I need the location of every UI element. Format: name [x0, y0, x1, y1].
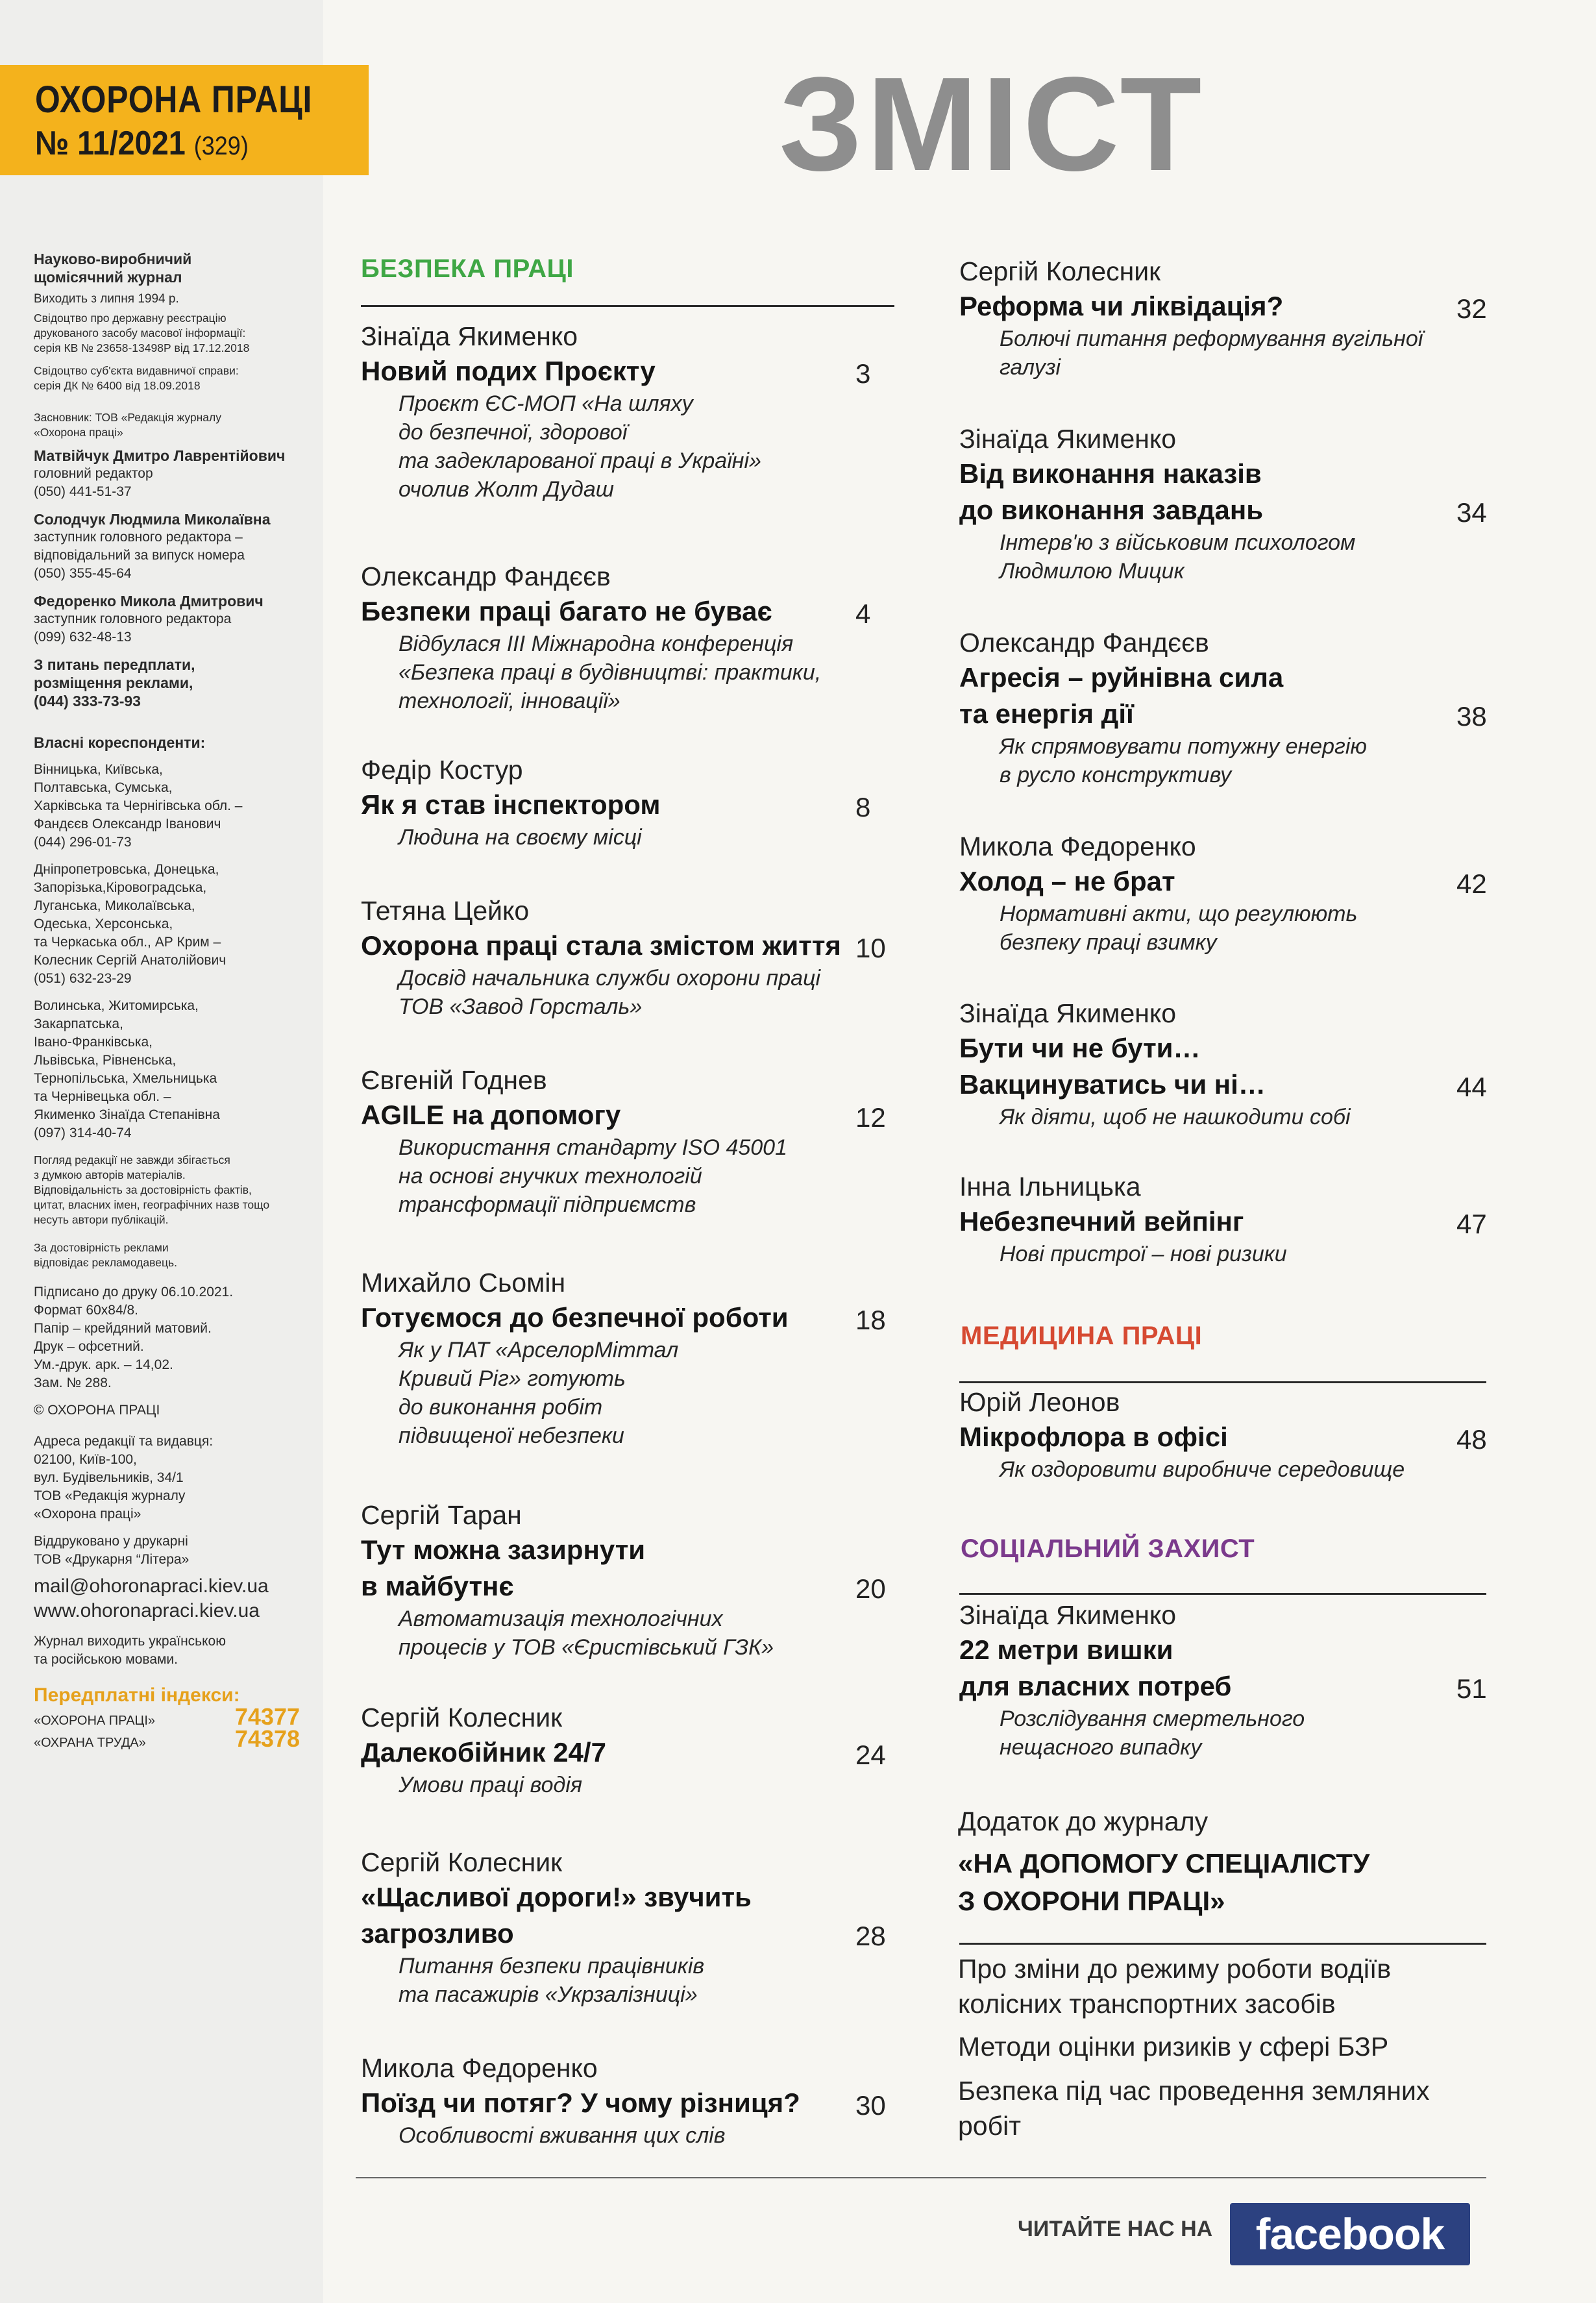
entry-subtitle: Як оздоровити виробниче середовище: [1000, 1457, 1405, 1482]
editor-name: Матвійчук Дмитро Лаврентійович: [34, 447, 286, 464]
languages-line: Журнал виходить українською: [34, 1634, 226, 1649]
journal-title: ОХОРОНА ПРАЦІ: [35, 79, 313, 121]
entry-subtitle: Проєкт ЄС-МОП «На шляху: [399, 391, 693, 416]
correspondents-group-3: [34, 997, 313, 1142]
corr2-line: (051) 632-23-29: [34, 971, 132, 986]
corr2-line: Одеська, Херсонська,: [34, 917, 173, 931]
entry-author: Зінаїда Якименко: [361, 321, 578, 351]
address-line: 02100, Київ-100,: [34, 1452, 137, 1467]
entry-author: Михайло Сьомін: [361, 1268, 566, 1298]
entry-subtitle: нещасного випадку: [1000, 1735, 1202, 1760]
section-rule: [361, 305, 894, 307]
entry-title[interactable]: та енергія дії: [959, 698, 1134, 729]
corr2-line: Запорізька,Кіровоградська,: [34, 880, 207, 895]
editorial-disclaimer: [34, 1153, 313, 1227]
languages-line: та російською мовами.: [34, 1652, 178, 1667]
entry-subtitle: процесів у ТОВ «Єристівський ГЗК»: [399, 1635, 774, 1660]
index-name: «ОХОРОНА ПРАЦІ»: [34, 1714, 156, 1728]
entry-title[interactable]: Поїзд чи потяг? У чому різниця?: [361, 2087, 800, 2118]
entry-title[interactable]: AGILE на допомогу: [361, 1100, 621, 1130]
colophon: [34, 250, 313, 1752]
entry-page-number[interactable]: 18: [855, 1305, 886, 1335]
print-info-line: Зам. № 288.: [34, 1375, 112, 1390]
corr1-line: (044) 296-01-73: [34, 835, 132, 850]
entry-author: Сергій Таран: [361, 1500, 522, 1530]
correspondents-group-1: [34, 761, 313, 852]
entry-title[interactable]: Новий подих Проєкту: [361, 356, 656, 386]
corr3-line: та Чернівецька обл. –: [34, 1089, 171, 1104]
entry-author: Олександр Фандєєв: [959, 628, 1209, 658]
entry-subtitle: ТОВ «Завод Горсталь»: [399, 994, 643, 1019]
entry-subtitle: до безпечної, здорової: [399, 420, 628, 445]
entry-author: Євгеній Годнев: [361, 1065, 547, 1095]
deputy1-role-1: заступник головного редактора –: [34, 530, 243, 545]
ads-disclaimer: [34, 1240, 313, 1270]
entry-author: Микола Федоренко: [959, 831, 1196, 861]
corr3-line: Івано-Франківська,: [34, 1035, 153, 1050]
entry-subtitle: безпеку праці взимку: [1000, 930, 1217, 955]
entry-title[interactable]: Охорона праці стала змістом життя: [361, 930, 841, 961]
publisher-cert-1: Свідоцтво суб'єкта видавничої справи:: [34, 364, 239, 377]
supplement-item-line: Безпека під час проведення земляних: [958, 2076, 1430, 2106]
entry-subtitle: в русло конструктиву: [1000, 763, 1232, 787]
disclaimer-line: несуть автори публікацій.: [34, 1213, 169, 1226]
registration-3: серія КВ № 23658-13498Р від 17.12.2018: [34, 341, 250, 354]
printer-line: ТОВ «Друкарня “Літера»: [34, 1552, 190, 1567]
entry-subtitle: та пасажирів «Укрзалізниці»: [399, 1982, 698, 2007]
disclaimer-line: Відповідальність за достовірність фактів,: [34, 1183, 252, 1196]
entry-page-number[interactable]: 4: [855, 598, 871, 629]
corr2-line: Луганська, Миколаївська,: [34, 898, 195, 913]
entry-title[interactable]: Бути чи не бути…: [959, 1033, 1201, 1063]
entry-page-number[interactable]: 20: [855, 1573, 886, 1604]
print-info: [34, 1283, 313, 1392]
entry-title[interactable]: Реформа чи ліквідація?: [959, 291, 1284, 321]
entry-subtitle: Особливості вживання цих слів: [399, 2123, 726, 2148]
page-title: ЗМІСТ: [779, 49, 1206, 199]
entry-page-number[interactable]: 10: [855, 933, 886, 963]
entry-page-number[interactable]: 24: [855, 1740, 886, 1770]
index-number: 74377: [234, 1703, 300, 1730]
entry-title[interactable]: Агресія – руйнівна сила: [959, 662, 1284, 693]
entry-page-number[interactable]: 51: [1456, 1673, 1487, 1704]
entry-title[interactable]: 22 метри вишки: [959, 1634, 1173, 1665]
toc-entry[interactable]: [361, 2051, 800, 2150]
entry-author: Микола Федоренко: [361, 2053, 598, 2083]
entry-author: Федір Костур: [361, 755, 523, 785]
entry-title[interactable]: «Щасливої дороги!» звучить: [361, 1882, 752, 1912]
toc-entry[interactable]: [361, 753, 660, 852]
issue-number: [35, 124, 336, 163]
entry-author: Олександр Фандєєв: [361, 561, 611, 591]
supplement-item-line: колісних транспортних засобів: [958, 1989, 1336, 2019]
toc-entry[interactable]: [361, 1498, 774, 1662]
toc-entry[interactable]: [959, 996, 1351, 1131]
entry-author: Сергій Колесник: [959, 256, 1161, 286]
corr2-line: та Черкаська обл., АР Крим –: [34, 935, 221, 950]
ads-contact-2: розміщення реклами,: [34, 674, 193, 691]
founder-1: Засновник: ТОВ «Редакція журналу: [34, 411, 221, 424]
print-info-line: Ум.-друк. арк. – 14,02.: [34, 1357, 173, 1372]
correspondents-group-2: [34, 861, 313, 988]
printer: [34, 1533, 313, 1569]
corr3-line: Закарпатська,: [34, 1016, 123, 1031]
deputy2-name: Федоренко Микола Дмитрович: [34, 593, 264, 610]
bottom-rule: [356, 2177, 1486, 2178]
entry-author: Зінаїда Якименко: [959, 424, 1177, 454]
section-rule: [959, 1593, 1486, 1595]
read-us-label: ЧИТАЙТЕ НАС НА: [1018, 2217, 1213, 2241]
corr1-line: Полтавська, Сумська,: [34, 780, 173, 795]
entry-subtitle: до виконання робіт: [399, 1395, 603, 1420]
entry-title[interactable]: Готуємося до безпечної роботи: [361, 1302, 789, 1333]
entry-subtitle: Інтерв'ю з військовим психологом: [1000, 530, 1356, 555]
toc-entry[interactable]: [361, 1845, 752, 2009]
supplement-block: [958, 1804, 1369, 1920]
print-info-line: Підписано до друку 06.10.2021.: [34, 1285, 234, 1299]
entry-subtitle: підвищеної небезпеки: [399, 1423, 624, 1448]
printer-line: Віддруковано у друкарні: [34, 1534, 188, 1549]
toc-entry[interactable]: [361, 560, 821, 715]
ads-disclaimer-line: За достовірність реклами: [34, 1241, 169, 1254]
entry-subtitle: Досвід начальника служби охорони праці: [399, 966, 821, 991]
copyright: © ОХОРОНА ПРАЦІ: [34, 1403, 160, 1418]
entry-subtitle: галузі: [1000, 355, 1061, 380]
entry-subtitle: Людина на своєму місці: [399, 825, 642, 850]
section-heading-medicine: МЕДИЦИНА ПРАЦІ: [961, 1322, 1203, 1350]
entry-title[interactable]: Вакцинуватись чи ні…: [959, 1069, 1266, 1100]
toc-entry[interactable]: [959, 1170, 1287, 1268]
supplement-item-line: Методи оцінки ризиків у сфері БЗР: [958, 2032, 1389, 2062]
editor-role: головний редактор: [34, 466, 153, 481]
facebook-logo[interactable]: facebook: [1230, 2203, 1470, 2265]
ads-phone: (044) 333-73-93: [34, 693, 141, 709]
website-link[interactable]: www.ohoronapraci.kiev.ua: [34, 1600, 260, 1621]
address: [34, 1433, 313, 1523]
toc-entry[interactable]: [361, 1063, 787, 1219]
entry-subtitle: на основі гнучких технологій: [399, 1164, 702, 1188]
entry-title[interactable]: до виконання завдань: [959, 495, 1264, 525]
disclaimer-line: Погляд редакції не завжди збігається: [34, 1153, 230, 1166]
entry-page-number[interactable]: 12: [855, 1102, 886, 1133]
registration-2: друкованого засобу масової інформації:: [34, 326, 246, 339]
deputy1-name: Солодчук Людмила Миколаївна: [34, 511, 271, 528]
supplement-item[interactable]: [958, 2073, 1429, 2143]
deputy2-role: заступник головного редактора: [34, 611, 232, 626]
entry-title[interactable]: загрозливо: [361, 1918, 514, 1949]
address-line: вул. Будівельників, 34/1: [34, 1470, 184, 1485]
toc-entry[interactable]: [959, 422, 1355, 585]
section-heading-safety: БЕЗПЕКА ПРАЦІ: [361, 254, 574, 283]
entry-title[interactable]: Від виконання наказів: [959, 458, 1262, 489]
entry-title[interactable]: для власних потреб: [959, 1671, 1232, 1701]
entry-page-number[interactable]: 42: [1456, 868, 1487, 899]
supplement-title-1[interactable]: «НА ДОПОМОГУ СПЕЦІАЛІСТУ: [958, 1848, 1370, 1878]
entry-title[interactable]: Тут можна зазирнути: [361, 1534, 646, 1565]
address-line: «Охорона праці»: [34, 1507, 141, 1521]
toc-entry[interactable]: [959, 1598, 1305, 1762]
entry-page-number[interactable]: 34: [1456, 497, 1487, 528]
deputy1-role-2: відповідальний за випуск номера: [34, 548, 245, 563]
section-rule: [959, 1381, 1486, 1383]
address-line: ТОВ «Редакція журналу: [34, 1488, 186, 1503]
supplement-item[interactable]: [958, 2029, 1388, 2064]
corr3-line: Тернопільська, Хмельницька: [34, 1071, 217, 1086]
entry-subtitle: Відбулася ІІІ Міжнародна конференція: [399, 632, 794, 656]
deputy2-phone: (099) 632-48-13: [34, 630, 132, 645]
entry-page-number[interactable]: 30: [855, 2090, 886, 2121]
subscription-title: Передплатні індекси:: [34, 1684, 240, 1706]
index-number: 74378: [234, 1725, 300, 1752]
email-link[interactable]: mail@ohoronapraci.kiev.ua: [34, 1575, 269, 1597]
supplement-item-line: Про зміни до режиму роботи водіїв: [958, 1954, 1392, 1984]
entry-author: Тетяна Цейко: [361, 896, 530, 926]
entry-page-number[interactable]: 44: [1456, 1072, 1487, 1102]
toc-entry[interactable]: [959, 626, 1367, 789]
entry-author: Сергій Колесник: [361, 1703, 563, 1732]
entry-page-number[interactable]: 48: [1456, 1424, 1487, 1455]
index-name: «ОХРАНА ТРУДА»: [34, 1736, 146, 1750]
corr3-line: Якименко Зінаїда Степанівна: [34, 1107, 220, 1122]
toc-entry[interactable]: [361, 1266, 789, 1450]
entry-title[interactable]: Небезпечний вейпінг: [959, 1206, 1244, 1237]
supplement-title-2[interactable]: З ОХОРОНИ ПРАЦІ»: [958, 1886, 1225, 1916]
entry-subtitle: та задекларованої праці в Україні»: [399, 449, 761, 473]
entry-page-number[interactable]: 38: [1456, 701, 1487, 732]
entry-title[interactable]: Безпеки праці багато не буває: [361, 596, 772, 626]
toc-entry[interactable]: [361, 1701, 606, 1799]
entry-page-number[interactable]: 8: [855, 792, 871, 822]
entry-title[interactable]: Як я став інспектором: [361, 789, 661, 820]
entry-author: Зінаїда Якименко: [959, 998, 1177, 1028]
ads-disclaimer-line: відповідає рекламодавець.: [34, 1256, 177, 1269]
correspondents-title: Власні кореспонденти:: [34, 734, 206, 751]
masthead: [0, 65, 369, 175]
print-info-line: Формат 60х84/8.: [34, 1303, 138, 1318]
corr2-line: Дніпропетровська, Донецька,: [34, 862, 219, 877]
registration-1: Свідоцтво про державну реєстрацію: [34, 312, 227, 325]
entry-subtitle: Автоматизація технологічних: [399, 1607, 723, 1631]
entry-page-number[interactable]: 28: [855, 1921, 886, 1951]
entry-author: Інна Ільницька: [959, 1172, 1141, 1201]
entry-subtitle: Питання безпеки працівників: [399, 1954, 705, 1978]
since-text: Виходить з липня 1994 р.: [34, 292, 179, 306]
section-rule: [959, 1943, 1486, 1945]
corr3-line: Львівська, Рівненська,: [34, 1053, 177, 1068]
entry-subtitle: Кривий Ріг» готують: [399, 1366, 626, 1391]
journal-type: Науково-виробничий: [34, 251, 192, 267]
deputy1-phone: (050) 355-45-64: [34, 566, 132, 581]
entry-subtitle: Як спрямовувати потужну енергію: [1000, 734, 1367, 759]
entry-subtitle: Як у ПАТ «АрселорМіттал: [399, 1338, 679, 1362]
entry-title[interactable]: Холод – не брат: [959, 866, 1175, 896]
corr2-line: Колесник Сергій Анатолійович: [34, 953, 227, 968]
corr3-line: Волинська, Житомирська,: [34, 998, 199, 1013]
entry-page-number[interactable]: 47: [1456, 1209, 1487, 1239]
toc-entry[interactable]: [361, 894, 841, 1021]
toc-entry[interactable]: [959, 254, 1423, 382]
ads-contact-1: З питань передплати,: [34, 656, 195, 673]
toc-entry[interactable]: [959, 830, 1357, 957]
entry-subtitle: Використання стандарту ISO 45001: [399, 1135, 788, 1160]
entry-subtitle: Як діяти, щоб не нашкодити собі: [1000, 1105, 1351, 1129]
entry-subtitle: «Безпека праці в будівництві: практики,: [399, 660, 822, 685]
entry-author: Сергій Колесник: [361, 1847, 563, 1877]
publisher-cert-2: серія ДК № 6400 від 18.09.2018: [34, 379, 201, 392]
entry-subtitle: Нові пристрої – нові ризики: [1000, 1242, 1287, 1266]
supplement-item[interactable]: [958, 1951, 1391, 2021]
entry-author: Зінаїда Якименко: [959, 1600, 1177, 1630]
editor-phone: (050) 441-51-37: [34, 484, 132, 499]
entry-subtitle: трансформації підприємств: [399, 1192, 696, 1217]
subscription-index-2: [34, 1725, 300, 1752]
entry-subtitle: Умови праці водія: [399, 1773, 583, 1797]
address-line: Адреса редакції та видавця:: [34, 1434, 214, 1449]
corr1-line: Харківська та Чернігівська обл. –: [34, 798, 243, 813]
print-info-line: Папір – крейдяний матовий.: [34, 1321, 212, 1336]
entry-author: Юрій Леонов: [959, 1387, 1120, 1417]
entry-title[interactable]: Мікрофлора в офісі: [959, 1422, 1228, 1452]
corr3-line: (097) 314-40-74: [34, 1126, 132, 1140]
corr1-line: Фандєєв Олександр Іванович: [34, 817, 221, 831]
entry-subtitle: Розслідування смертельного: [1000, 1706, 1305, 1731]
toc-entry[interactable]: [361, 319, 761, 504]
issue-serial: (329): [193, 132, 249, 160]
toc-entry[interactable]: [959, 1385, 1405, 1484]
entry-page-number[interactable]: 32: [1456, 293, 1487, 324]
languages: [34, 1632, 313, 1669]
founder-2: «Охорона праці»: [34, 426, 123, 439]
journal-type-2: щомісячний журнал: [34, 269, 182, 286]
entry-page-number[interactable]: 3: [855, 358, 871, 389]
section-heading-social: СОЦІАЛЬНИЙ ЗАХИСТ: [961, 1534, 1255, 1563]
entry-title[interactable]: в майбутнє: [361, 1571, 514, 1601]
disclaimer-line: цитат, власних імен, географічних назв тощо: [34, 1198, 270, 1211]
print-info-line: Друк – офсетний.: [34, 1339, 144, 1354]
corr1-line: Вінницька, Київська,: [34, 762, 163, 777]
supplement-label: Додаток до журналу: [958, 1806, 1209, 1836]
entry-subtitle: очолив Жолт Дудаш: [399, 477, 614, 502]
entry-subtitle: Болючі питання реформування вугільної: [1000, 326, 1423, 351]
issue-main: № 11/2021: [35, 125, 186, 162]
entry-subtitle: Нормативні акти, що регулюють: [1000, 902, 1358, 926]
supplement-item-line: робіт: [958, 2111, 1021, 2141]
entry-subtitle: технології, інновації»: [399, 689, 620, 713]
entry-subtitle: Людмилою Мицик: [1000, 559, 1185, 584]
entry-title[interactable]: Далекобійник 24/7: [361, 1737, 606, 1767]
disclaimer-line: з думкою авторів матеріалів.: [34, 1168, 186, 1181]
